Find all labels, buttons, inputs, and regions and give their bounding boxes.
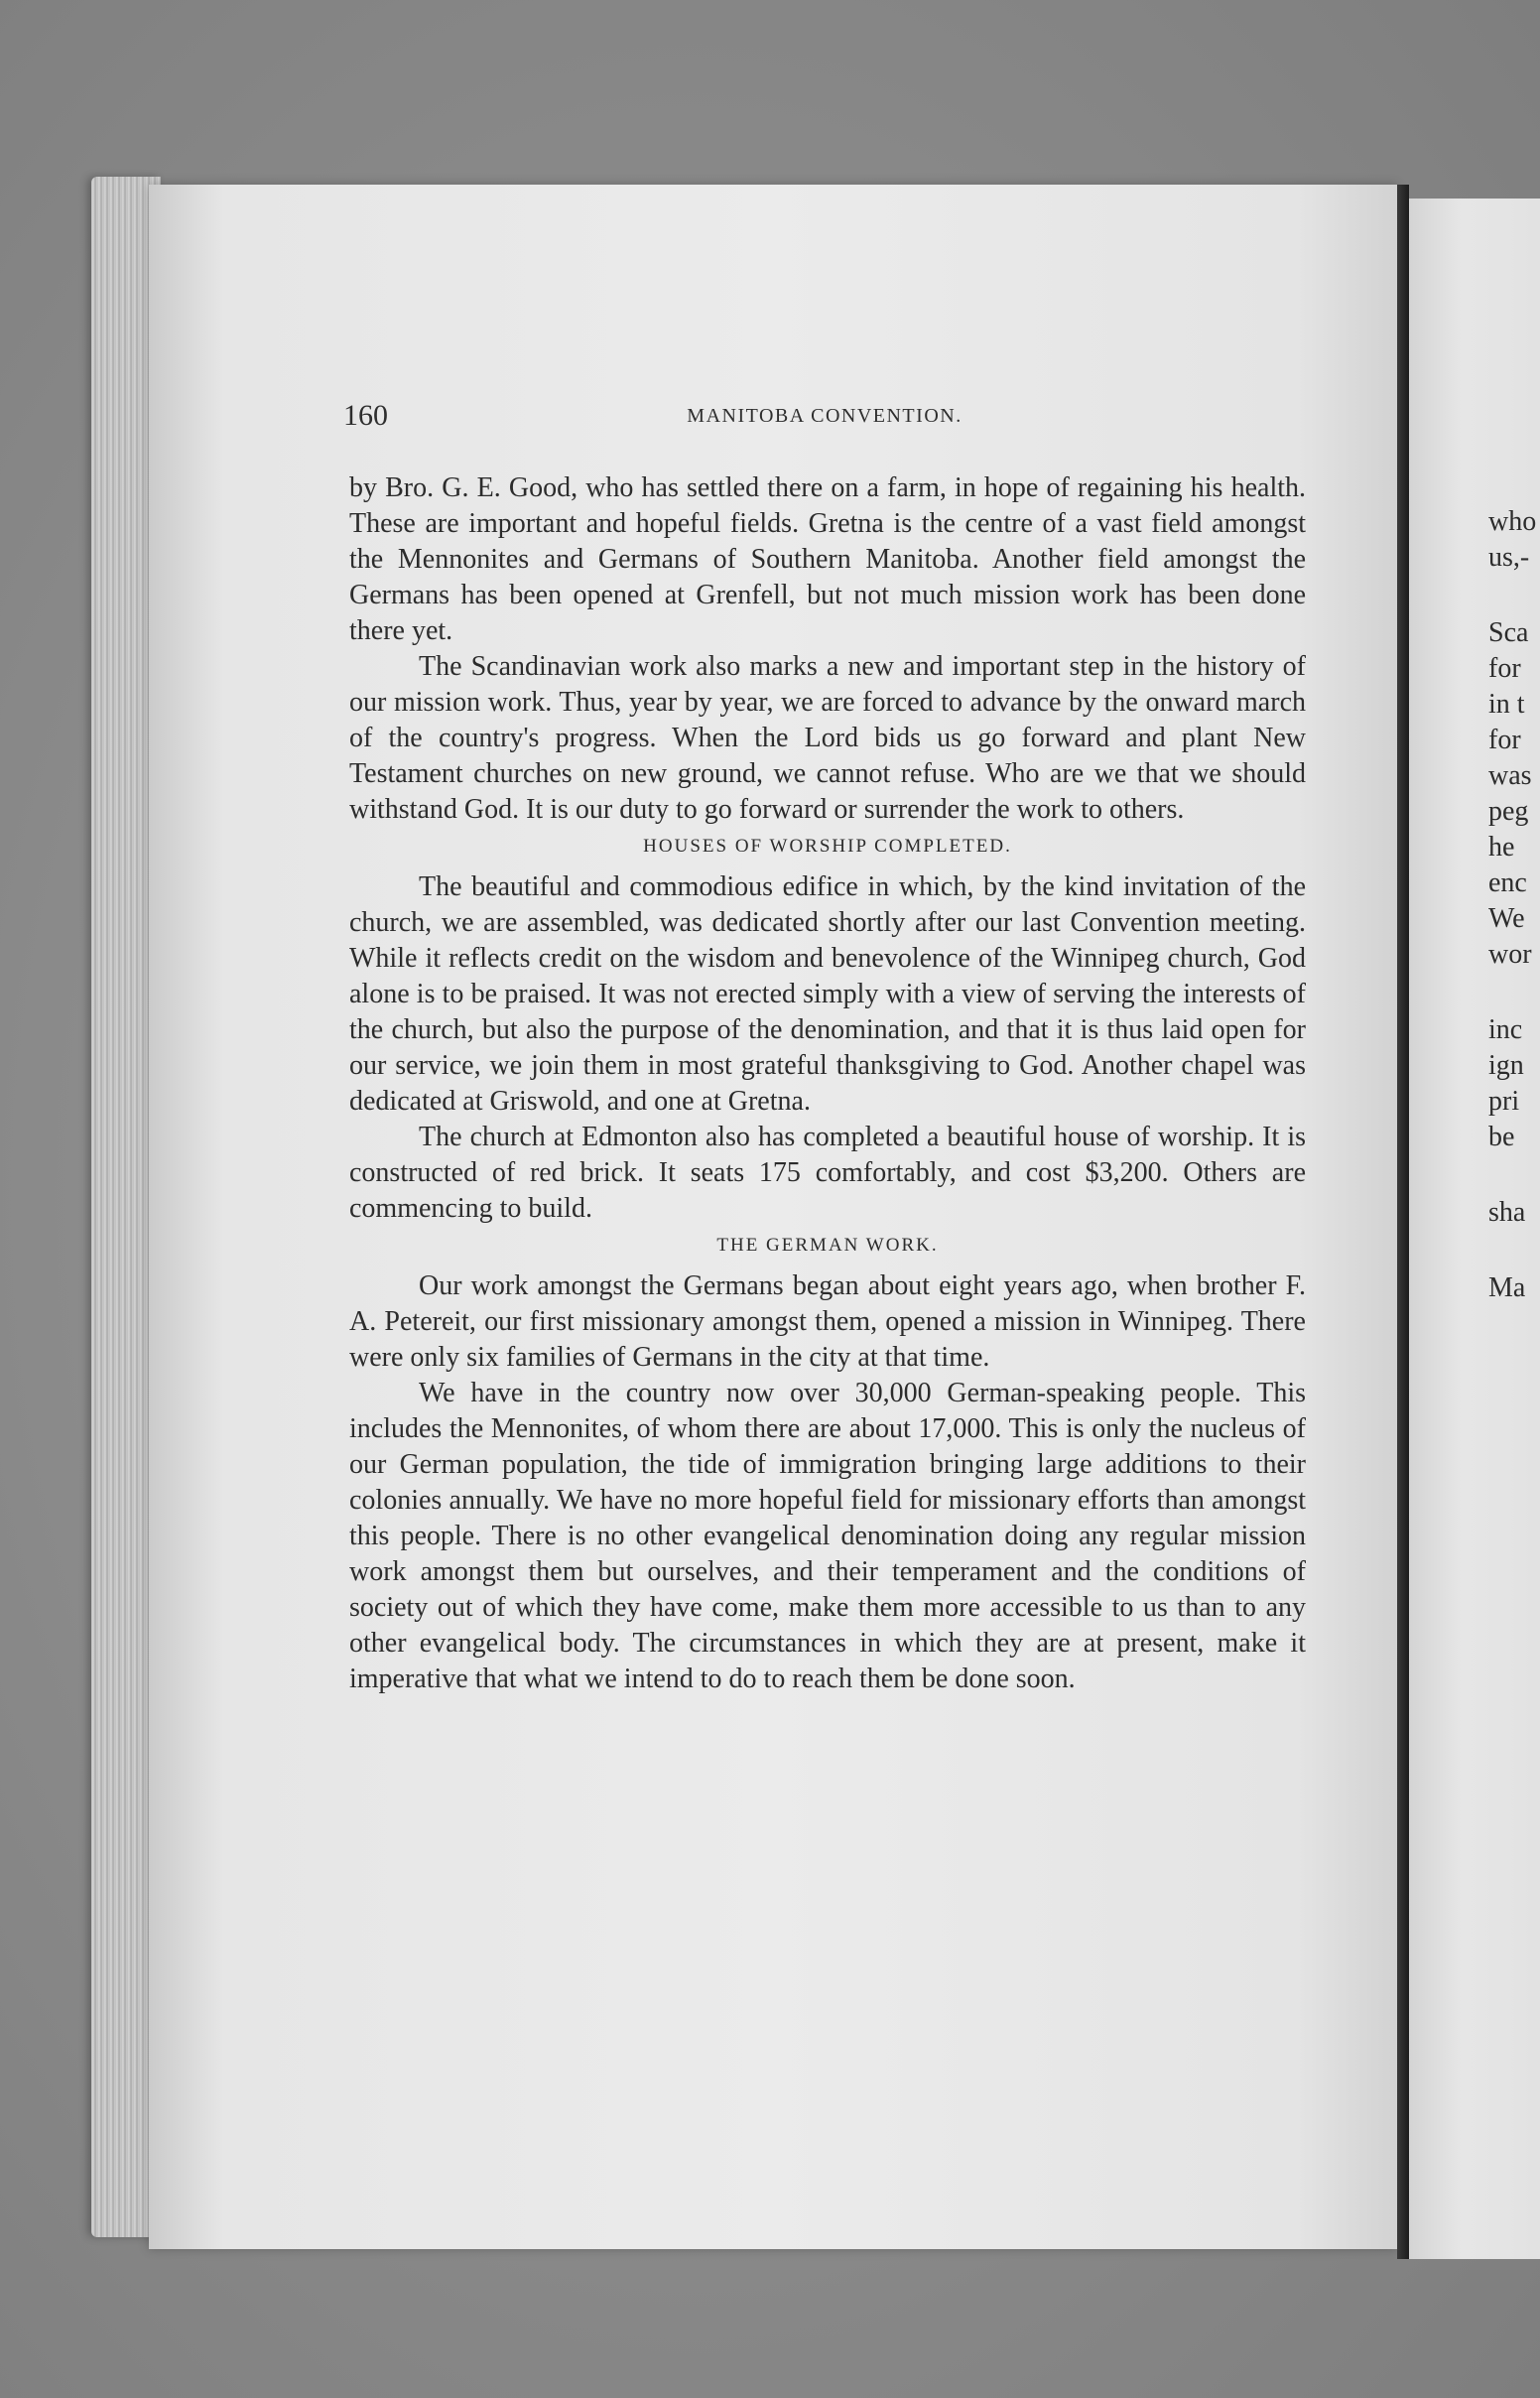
paragraph: The Scandinavian work also marks a new and important step in the history of our mission work. Thus, year by year, we are forced to advance by the onward march of the country's progress. When the Lord bids us go forward and plant New Testament churches on new ground, we cannot refuse. Who are we that we should withstand God. It is our duty to go forward or surrender the work to others. — [349, 651, 1306, 825]
facing-page-line: pri — [1488, 1086, 1520, 1117]
facing-page-line: enc — [1488, 867, 1527, 898]
facing-page-text — [1488, 504, 1540, 1306]
book-gutter — [1397, 185, 1409, 2259]
facing-page-line: Sca — [1488, 617, 1529, 648]
facing-page-line: peg — [1488, 796, 1529, 827]
facing-page-line — [1488, 973, 1540, 1012]
facing-page-line: for — [1488, 653, 1521, 684]
facing-page-line: ign — [1488, 1050, 1524, 1081]
section-heading-houses-of-worship: HOUSES OF WORSHIP COMPLETED. — [643, 836, 1012, 857]
facing-page-line — [1488, 1155, 1540, 1195]
facing-page-line: who — [1488, 506, 1537, 537]
page-number: 160 — [343, 399, 388, 432]
facing-page-line: sha — [1488, 1197, 1526, 1228]
page-body — [349, 470, 1306, 1697]
facing-page-line: for — [1488, 725, 1521, 755]
paragraph: Our work amongst the Germans began about eight years ago, when brother F. A. Petereit, our first missionary amongst them, opened a mission in Winnipeg. There were only six families of Germans in the city at that time. — [349, 1270, 1306, 1373]
facing-page-line: he — [1488, 832, 1515, 863]
running-head: MANITOBA CONVENTION. — [687, 405, 962, 427]
facing-page-line: inc — [1488, 1014, 1523, 1045]
paragraph: The church at Edmonton also has completed a beautiful house of worship. It is constructed of red brick. It seats 175 comfortably, and cost $3,200. Others are commencing to build. — [349, 1122, 1306, 1224]
facing-page-line: Ma — [1488, 1272, 1526, 1303]
facing-page-line: We — [1488, 903, 1525, 934]
paragraph: The beautiful and commodious edifice in which, by the kind invitation of the church, we are assembled, was dedicated shortly after our last Convention meeting. While it reflects credit on the wisdom and benevolence of the Winnipeg church, God alone is to be praised. It was not erected simply with a view of serving the interests of the church, but also the purpose of the denomination, and that it is thus laid open for our service, we join them in most grateful thanksgiving to God. Another chapel was dedicated at Griswold, and one at Gretna. — [349, 871, 1306, 1117]
facing-page-line — [1488, 576, 1540, 615]
facing-page-line: in t — [1488, 689, 1525, 720]
page-header — [343, 399, 1306, 439]
section-heading-german-work: THE GERMAN WORK. — [716, 1235, 939, 1256]
facing-page-line — [1488, 1231, 1540, 1270]
facing-page-line: wor — [1488, 939, 1532, 970]
facing-page-line: us,- — [1488, 542, 1530, 573]
facing-page-line: was — [1488, 760, 1532, 791]
paragraph: by Bro. G. E. Good, who has settled there on a farm, in hope of regaining his health. These are important and hopeful fields. Gretna is the centre of a vast field amongst the Mennonites and Germans of Southern Manitoba. Another field amongst the Germans has been opened at Grenfell, but not much mission work has been done there yet. — [349, 472, 1306, 646]
facing-page-line: be — [1488, 1122, 1515, 1152]
paragraph: We have in the country now over 30,000 German-speaking people. This includes the Mennonites, of whom there are about 17,000. This is only the nucleus of our German population, the tide of immigration bringing large additions to their colonies annually. We have no more hopeful field for missionary efforts than amongst this people. There is no other evangelical denomination doing any regular mission work amongst them but ourselves, and their temperament and the conditions of society out of which they have come, make them more accessible to us than to any other evangelical body. The circumstances in which they are at present, make it imperative that what we intend to do to reach them be done soon. — [349, 1378, 1306, 1694]
